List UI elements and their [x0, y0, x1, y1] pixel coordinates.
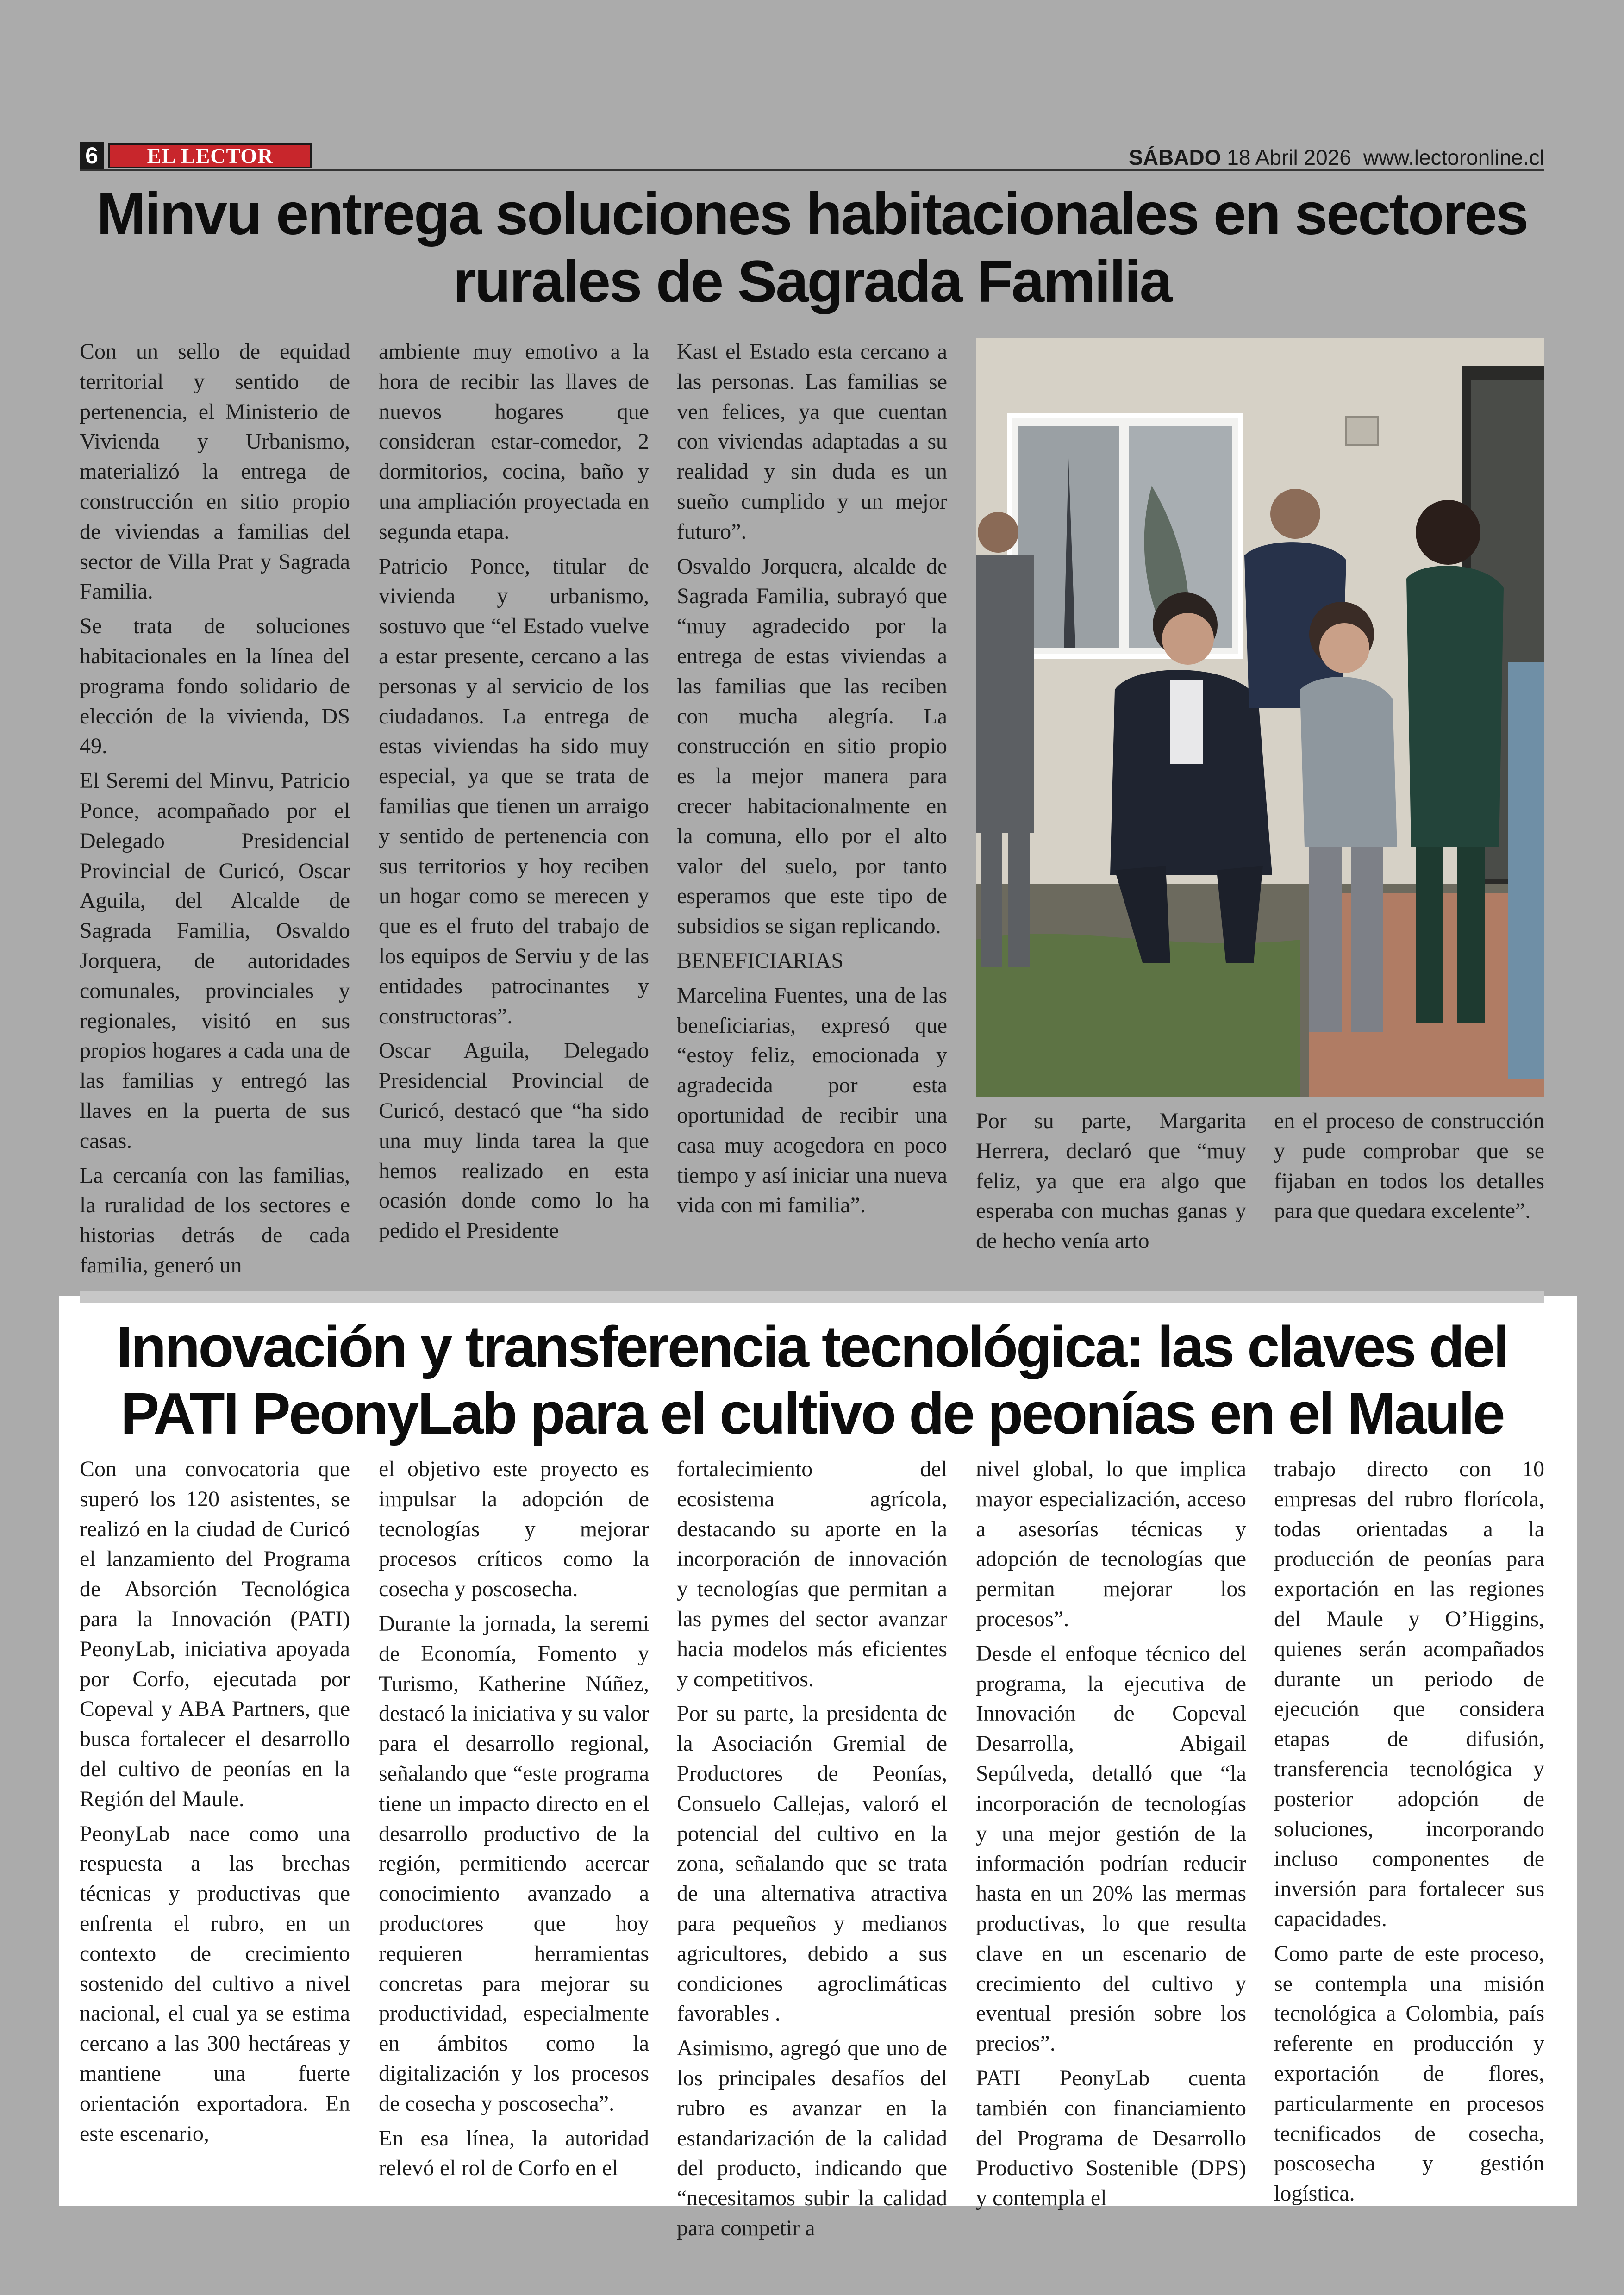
paragraph: Con una convocatoria que superó los 120 asistentes, se realizó en la ciudad de Curicó el lanzamiento del Programa de Absorción Tecnológica para la Innovación (PATI) PeonyLab, iniciativa apoyada por Corfo, ejecutada por Copeval y ABA Partners, que busca fortalecer el desarrollo del cultivo de peonías en la Región del Maule. — [80, 1457, 350, 1811]
date-line — [1129, 143, 1544, 171]
paragraph: En esa línea, la autoridad relevó el rol de Corfo en el — [379, 2126, 649, 2181]
paragraph: PATI PeonyLab cuenta también con financiamiento del Programa de Desarrollo Productivo Sostenible (DPS) y contempla el — [976, 2065, 1246, 2211]
article2-headline: Innovación y transferencia tecnológica: las claves del PATI PeonyLab para el cultivo de peonías en el Maule — [116, 1314, 1508, 1446]
article2-column-2 — [379, 1454, 649, 2195]
article1-headline: Minvu entrega soluciones habitacionales en sectores rurales de Sagrada Familia — [96, 181, 1528, 315]
website-link[interactable]: www.lectoronline.cl — [1363, 145, 1544, 169]
paragraph: Marcelina Fuentes, una de las beneficiarias, expresó que “estoy feliz, emocionada y agradecida por esta oportunidad de recibir una casa muy acogedora en poco tiempo y así iniciar una nueva vida con mi familia”. — [677, 983, 947, 1218]
date-text: 18 Abril 2026 — [1227, 145, 1351, 169]
article2-column-4 — [976, 1454, 1246, 2211]
paragraph: Asimismo, agregó que uno de los principales desafíos del rubro es avanzar en la estandarización de la calidad del producto, indicando que “necesitamos subir la calidad para competir a — [677, 2036, 947, 2240]
paragraph: Oscar Aguila, Delegado Presidencial Provincial de Curicó, destacó que “ha sido una muy linda tarea la que hemos realizado en esta ocasión donde como lo ha pedido el Presidente — [379, 1038, 649, 1243]
subheading: BENEFICIARIAS — [677, 948, 844, 973]
paragraph: El Seremi del Minvu, Patricio Ponce, acompañado por el Delegado Presidencial Provincial de Curicó, Oscar Aguila, del Alcalde de Sagrada Familia, Osvaldo Jorquera, de autoridades comunales, provinciales y regionales, visitó en sus propios hogares a cada una de las familias y entregó las llaves en la puerta de sus casas. — [80, 768, 350, 1153]
article1-column-1 — [80, 337, 350, 1281]
paragraph: trabajo directo con 10 empresas del rubro florícola, todas orientadas a la producción de peonías para exportación en las regiones del Maule y O’Higgins, quienes serán acompañados durante un periodo de ejecución que considera etapas de difusión, transferencia tecnológica y posterior adopción de soluciones, incorporando incluso componentes de inversión para fortalecer sus capacidades. — [1274, 1457, 1544, 1931]
page-header — [80, 141, 1544, 171]
article1-column-4 — [976, 1106, 1246, 1264]
article1-column-2 — [379, 337, 649, 1281]
paragraph: La cercanía con las familias, la ruralidad de los sectores e historias detrás de cada familia, generó un — [80, 1163, 350, 1278]
paragraph: Como parte de este proceso, se contempla una misión tecnológica a Colombia, país referente en producción y exportación de flores, particularmente en procesos tecnificados de cosecha, poscosecha y gestión logística. — [1274, 1941, 1544, 2206]
article1-column-5 — [1274, 1106, 1544, 1264]
paragraph: Osvaldo Jorquera, alcalde de Sagrada Familia, subrayó que “muy agradecido por la entrega de estas viviendas a las familias que las reciben con mucha alegría. La construcción en sitio propio es la mejor manera para crecer habitacionalmente en la comuna, ello por el alto valor del suelo, por tanto esperamos que este tipo de subsidios se sigan replicando. — [677, 554, 947, 939]
paragraph: Con un sello de equidad territorial y sentido de pertenencia, el Ministerio de Vivienda y Urbanismo, materializó la entrega de construcción en sitio propio de viviendas a familias del sector de Villa Prat y Sagrada Familia. — [80, 339, 350, 604]
paragraph: Durante la jornada, la seremi de Economía, Fomento y Turismo, Katherine Núñez, destacó la iniciativa y su valor para el desarrollo regional, señalando que “este programa tiene un impacto directo en el desarrollo productivo de la región, permitiendo acercar conocimiento avanzado a productores que hoy requieren herramientas concretas para mejorar su productividad, especialmente en ámbitos como la digitalización y los procesos de cosecha y poscosecha”. — [379, 1611, 649, 2116]
ceremony-photo-illustration — [976, 338, 1544, 1097]
article2-column-1 — [80, 1454, 350, 2195]
paragraph: Patricio Ponce, titular de vivienda y urbanismo, sostuvo que “el Estado vuelve a estar presente, cercano a las personas y al servicio de los ciudadanos. La entrega de estas viviendas ha sido muy especial, ya que se trata de familias que tienen un arraigo y sentido de pertenencia con sus territorios y hoy reciben un hogar como se merecen y que es el fruto del trabajo de los equipos de Serviu y de las entidades patrocinantes y constructoras”. — [379, 554, 649, 1029]
paragraph: fortalecimiento del ecosistema agrícola, destacando su aporte en la incorporación de innovación y tecnologías que permitan a las pymes del sector avanzar hacia modelos más eficientes y competitivos. — [677, 1457, 947, 1691]
paragraph: PeonyLab nace como una respuesta a las brechas técnicas y productivas que enfrenta el rubro, en un contexto de crecimiento sostenido del cultivo a nivel nacional, el cual ya se estima cercano a las 300 hectáreas y mantiene una fuerte orientación exportadora. En este escenario, — [80, 1821, 350, 2146]
paragraph: nivel global, lo que implica mayor especialización, acceso a asesorías técnicas y adopción de tecnologías que permitan mejorar los procesos”. — [976, 1457, 1246, 1631]
page-number: 6 — [80, 142, 104, 169]
article1-photo — [976, 338, 1544, 1097]
paragraph: ambiente muy emotivo a la hora de recibir las llaves de nuevos hogares que consideran estar-comedor, 2 dormitorios, cocina, baño y una ampliación proyectada en segunda etapa. — [379, 339, 649, 544]
article1-column-3 — [677, 337, 947, 1281]
paragraph: en el proceso de construcción y pude comprobar que se fijaban en todos los detalles para que quedara excelente”. — [1274, 1109, 1544, 1223]
paragraph: Por su parte, Margarita Herrera, declaró que “muy feliz, ya que era algo que esperaba con muchas ganas y de hecho venía arto — [976, 1109, 1246, 1254]
paragraph: Kast el Estado esta cercano a las personas. Las familias se ven felices, ya que cuentan con viviendas adaptadas a su realidad y sin duda es un sueño cumplido y un mejor futuro”. — [677, 339, 947, 544]
section-divider — [80, 1291, 1544, 1303]
date-day: SÁBADO — [1129, 145, 1221, 169]
article2-column-3 — [677, 1454, 947, 2240]
paragraph: Por su parte, la presidenta de la Asociación Gremial de Productores de Peonías, Consuelo Callejas, valoró el potencial del cultivo en la zona, señalando que se trata de una alternativa atractiva para pequeños y medianos agricultores, debido a sus condiciones agroclimáticas favorables . — [677, 1701, 947, 2026]
newspaper-logo: EL LECTOR — [108, 143, 312, 168]
paragraph: Se trata de soluciones habitacionales en la línea del programa fondo solidario de elección de la vivienda, DS 49. — [80, 614, 350, 759]
paragraph: Desde el enfoque técnico del programa, la ejecutiva de Innovación de Copeval Desarrolla, Abigail Sepúlveda, detalló que “la incorporación de tecnologías y una mejor gestión de la información podrían reducir hasta en un 20% las mermas productivas, lo que resulta clave en un escenario de crecimiento del cultivo y eventual presión sobre los precios”. — [976, 1641, 1246, 2056]
paragraph: el objetivo este proyecto es impulsar la adopción de tecnologías y mejorar procesos críticos como la cosecha y poscosecha. — [379, 1457, 649, 1602]
article2-column-5 — [1274, 1454, 1544, 2206]
